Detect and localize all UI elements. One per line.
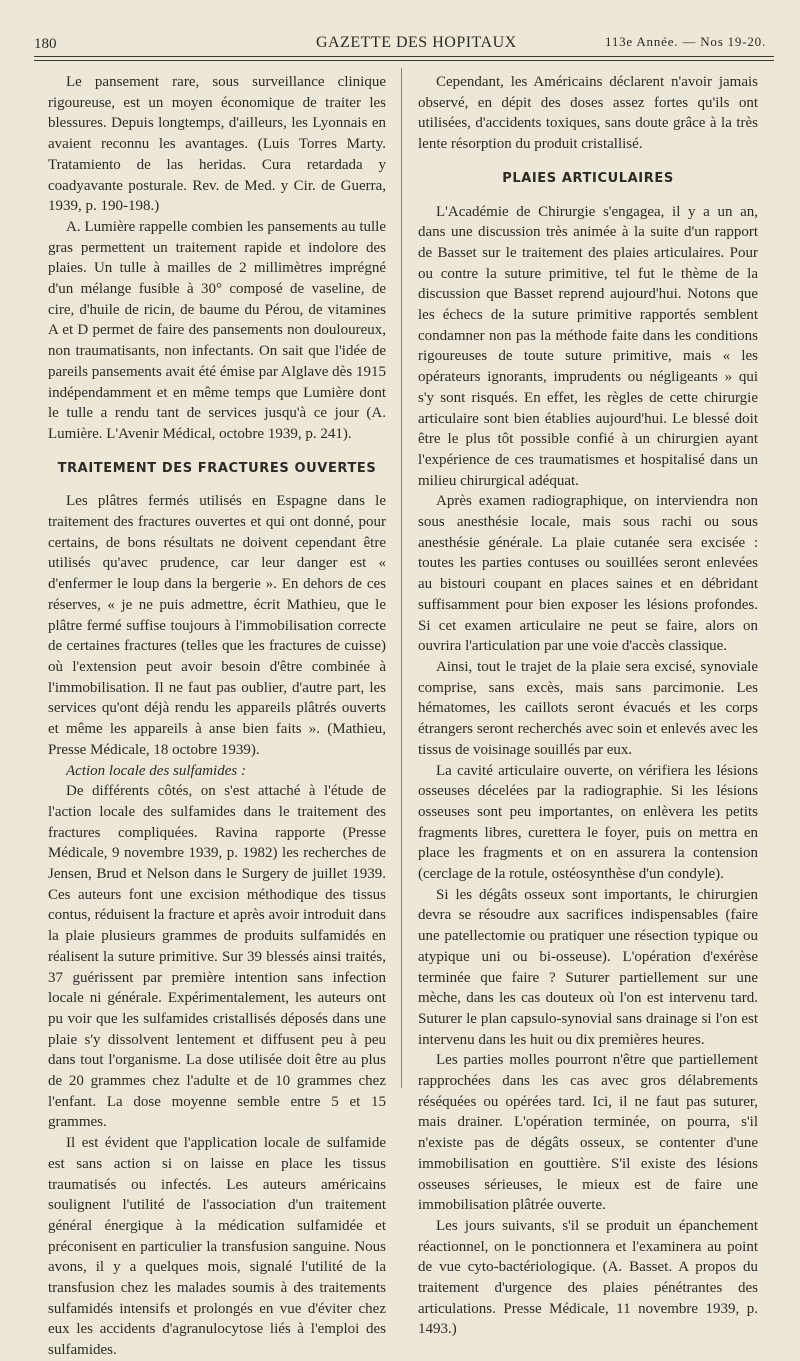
paragraph: La cavité articulaire ouverte, on vérifiera les lésions osseuses décelées par la radiographie. Si les lésions osseuses sont peu importantes, on enlèvera les petits fragments libres, curettera le foyer, puis on mettra en place les fragments et on en assurera la contension (cerclage de la rotule, ostéosynthèse d'un condyle).: [418, 762, 758, 883]
paragraph: Les jours suivants, s'il se produit un épanchement réactionnel, on le ponctionnera et l'examinera au point de vue cyto-bactériologique. (A. Basset. A propos du traitement d'urgence des plaies pénétrantes des articulations. Presse Médicale, 11 novembre 1939, p. 1493.): [418, 1217, 758, 1338]
paragraph: Il est évident que l'application locale de sulfamide est sans action si on laisse en place les tissus traumatisés ou infectés. Les auteurs américains soulignent l'utilité de l'association d'un traitement général énergique à la médication sulfamidée et préconisent en particulier la transfusion sanguine. Nous avons, il y a quelques mois, signalé l'utilité de la transfusion chez les malades soumis à des traitements sulfamidés intensifs et prolongés en vue d'éviter chez eux les accidents d'agranulocytose liés à l'emploi des sulfamides.: [48, 1135, 386, 1359]
paragraph: Si les dégâts osseux sont importants, le chirurgien devra se résoudre aux sacrifices indispensables (faire une patellectomie ou pratiquer une résection typique ou atypique uni ou bi-osseuse). L'opération d'exérèse terminée que faire ? Suturer partiellement sur une mèche, dans les cas douteux où l'on est intervenu tard. Suturer le plan capsulo-synovial sans drainage si l'on est intervenu dans les huit ou dix premières heures.: [418, 886, 758, 1048]
section-title: PLAIES ARTICULAIRES: [502, 170, 674, 186]
page-number: 180: [34, 36, 57, 52]
right-column: [418, 72, 758, 1340]
paragraph: A. Lumière rappelle combien les pansements au tulle gras permettent un traitement rapide et indolore des plaies. Un tulle à mailles de 2 millimètres imprégné d'un mélange fusible à 30° composé de vaseline, de cire, d'huile de ricin, de baume du Pérou, de vitamines A et D permet de faire des pansements non douloureux, non traumatisants, non infectants. On sait que l'idée de pareils pansements avait été émise par Alglave dès 1915 indépendamment et en même temps que Lumière dont le tulle a rendu tant de services jusqu'à ce jour (A. Lumière. L'Avenir Médical, octobre 1939, p. 241).: [48, 218, 386, 442]
page-header: [34, 28, 774, 62]
paragraph: L'Académie de Chirurgie s'engagea, il y a un an, dans une discussion très animée à la suite d'un rapport de Basset sur le traitement des plaies articulaires. Pour ou contre la suture primitive, tel fut le thème de la discussion que Basset reprend aujourd'hui. Notons que les échecs de la suture primitive rapportés semblent condamner non pas la méthode faite dans les conditions rigoureuses de toute suture primitive, mais « les opérateurs ignorants, imprudents ou négligeants » qui s'y sont risqués. En effet, les règles de cette chirurgie articulaire sont bien établies aujourd'hui. Le blessé doit être le plus tôt possible confié à un chirurgien ayant l'expérience de ces traumatismes et hospitalisé dans un milieu chirurgical adéquat.: [418, 203, 758, 489]
header-rule-thin: [34, 60, 774, 61]
subheading: Action locale des sulfamides :: [66, 762, 246, 779]
issue-info: 113e Année. — Nos 19-20.: [605, 34, 766, 49]
paragraph: Les plâtres fermés utilisés en Espagne dans le traitement des fractures ouvertes et qui ont donné, pour certains, de bons résultats ne doivent cependant être utilisés qu'avec prudence, car leur danger est « d'enfermer le loup dans la bergerie ». En dehors de ces réserves, « je ne puis admettre, écrit Mathieu, que le plâtre fermé suffise toujours à l'immobilisation correcte de certaines fractures (telles que les fractures de cuisse) où l'extension peut avoir besoin d'être combinée à l'immobilisation. Il ne faut pas oublier, d'autre part, les services qu'ont déjà rendu les appareils plâtrés ouverts et même les appareils à anse bien faits ». (Mathieu, Presse Médicale, 18 octobre 1939).: [48, 493, 386, 758]
journal-title: GAZETTE DES HOPITAUX: [316, 34, 517, 51]
paragraph: Cependant, les Américains déclarent n'avoir jamais observé, en dépit des doses assez fortes qu'ils ont utilisées, d'accidents toxiques, sans doute grâce à la très lente résorption du produit cristallisé.: [418, 74, 758, 153]
left-column: [48, 72, 386, 1361]
paragraph: Après examen radiographique, on interviendra non sous anesthésie locale, mais sous rachi ou sous anesthésie générale. La plaie cutanée sera excisée : toutes les parties contuses ou souillées seront enlevées au bistouri coupant en places saines et en débridant suffisamment pour bien exposer les lésions profondes. Si cet examen articulaire ne peut se faire, alors on ouvrira l'articulation par une voie d'accès classique.: [418, 493, 758, 655]
paragraph: De différents côtés, on s'est attaché à l'étude de l'action locale des sulfamides dans le traitement des fractures compliquées. Ravina rapporte (Presse Médicale, 9 novembre 1939, p. 1982) les recherches de Jensen, Brud et Nelson dans le Surgery de juillet 1939. Ces auteurs font une excision méthodique des tissus contus, réduisent la fracture et après avoir introduit dans la plaie plusieurs grammes de produits sulfamidés en réalisent la suture primitive. Sur 39 blessés ainsi traités, 37 guérissent par première intention sans infection locale ni générale. Expérimentalement, les auteurs ont pu voir que les sulfamides cristallisés déposés dans une plaie s'y dissolvent lentement et diffusent peu à peu dans tout l'organisme. La dose utilisée doit être au plus de 20 grammes chez l'adulte et de 10 grammes chez l'enfant. La dose moyenne semble entre 5 et 15 grammes.: [48, 783, 386, 1131]
column-divider: [401, 68, 402, 1088]
header-rule: [34, 56, 774, 57]
paragraph: Le pansement rare, sous surveillance clinique rigoureuse, est un moyen économique de traiter les blessures. Depuis longtemps, d'ailleurs, les Lyonnais en avaient reconnu les avantages. (Luis Torres Marty. Tratamiento de las heridas. Cura retardada y coadyavante posturale. Rev. de Med. y Cir. de Guerra, 1939, p. 190-198.): [48, 74, 386, 215]
paragraph: Les parties molles pourront n'être que partiellement rapprochées dans les cas avec gros délabrements réséquées ou opérées tard. Ici, il ne faut pas suturer, mais drainer. L'opération terminée, on pourra, s'il n'existe pas de dégâts osseux, se contenter d'une immobilisation en gouttière. S'il existe des lésions osseuses sérieuses, le mieux est de faire une immobilisation plâtrée ouverte.: [418, 1052, 758, 1214]
paragraph: Ainsi, tout le trajet de la plaie sera excisé, synoviale comprise, sans excès, mais sans parcimonie. Les hématomes, les caillots seront évacués et les corps étrangers seront recherchés avec soin et enlevés avec les tissus de voisinage souillés par eux.: [418, 658, 758, 758]
section-title: TRAITEMENT DES FRACTURES OUVERTES: [57, 460, 377, 476]
